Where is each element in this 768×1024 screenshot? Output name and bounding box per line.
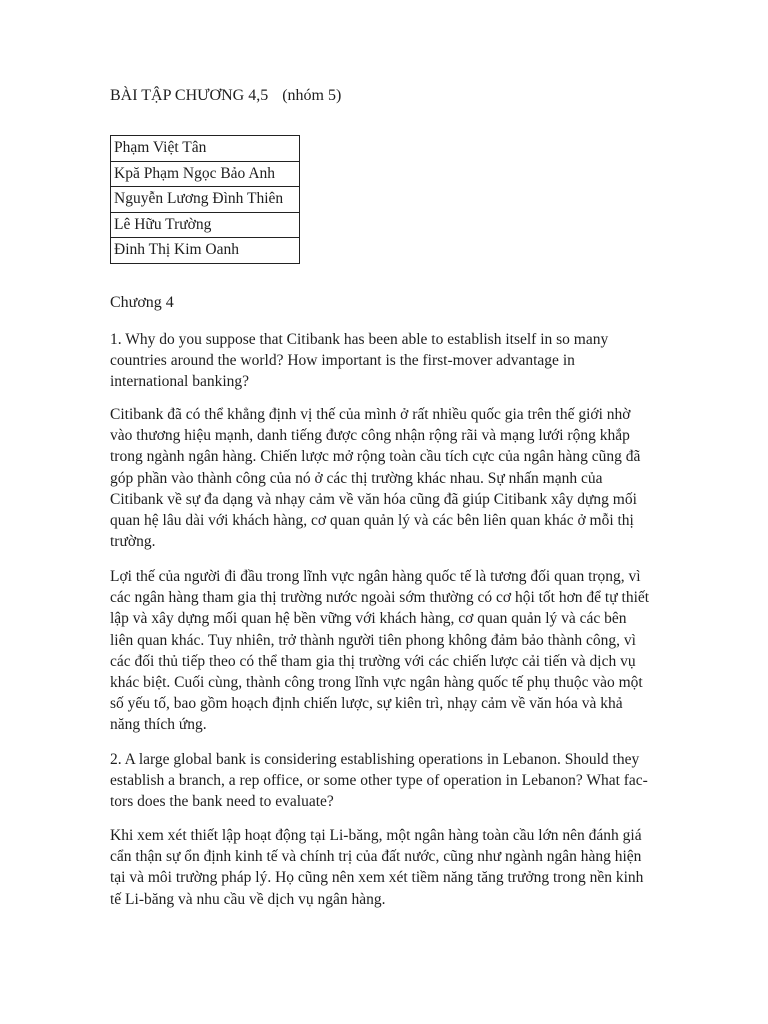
table-row xyxy=(111,238,300,264)
question-2 xyxy=(110,749,690,813)
table-row xyxy=(111,136,300,162)
chapter-heading: Chương 4 xyxy=(110,294,174,311)
text-line: tors does the bank need to evaluate? xyxy=(110,793,334,811)
text-line: trong ngành ngân hàng. Chiến lược mở rộng toàn cầu tích cực của ngân hàng cũng đã xyxy=(110,448,641,466)
answer-2 xyxy=(110,825,690,910)
text-line: Citibank đã có thể khẳng định vị thế của mình ở rất nhiều quốc gia trên thế giới nhờ xyxy=(110,406,631,423)
member-name: Nguyễn Lương Đình Thiên xyxy=(111,187,300,213)
text-line: Lợi thế của người đi đầu trong lĩnh vực ngân hàng quốc tế là tương đối quan trọng, vì xyxy=(110,568,641,585)
document-title xyxy=(110,87,341,105)
answer-1-paragraph-2 xyxy=(110,566,690,736)
text-line: các đối thủ tiếp theo có thể tham gia thị trường với các chiến lược cải tiến và dịch vụ xyxy=(110,652,636,670)
member-name: Phạm Việt Tân xyxy=(111,136,300,162)
member-name: Đinh Thị Kim Oanh xyxy=(111,238,300,264)
text-line: vào thương hiệu mạnh, danh tiếng được công nhận rộng rãi và mạng lưới rộng khắp xyxy=(110,427,630,445)
text-line: trường. xyxy=(110,533,156,551)
text-line: cẩn thận sự ổn định kinh tế và chính trị của đất nước, cũng như ngành ngân hàng hiện xyxy=(110,848,642,866)
table-row xyxy=(111,212,300,238)
text-line: Citibank về sự đa dạng và nhạy cảm về văn hóa cũng đã giúp Citibank xây dựng mối xyxy=(110,490,637,508)
title-text: BÀI TẬP CHƯƠNG 4,5 xyxy=(110,87,269,104)
group-label: (nhóm 5) xyxy=(282,87,342,104)
text-line: góp phần vào thành công của nó ở các thị trường khác nhau. Sự nhấn mạnh của xyxy=(110,469,603,487)
table-row xyxy=(111,187,300,213)
text-line: lập và xây dựng mối quan hệ bền vững với khách hàng, cơ quan quản lý và các bên xyxy=(110,610,627,628)
text-line: tại và môi trường pháp lý. Họ cũng nên xem xét tiềm năng tăng trưởng trong nền kinh xyxy=(110,869,644,887)
text-line: liên quan khác. Tuy nhiên, trở thành người tiên phong không đảm bảo thành công, vì xyxy=(110,631,636,649)
text-line: khác biệt. Cuối cùng, thành công trong lĩnh vực ngân hàng quốc tế phụ thuộc vào một xyxy=(110,674,643,692)
text-line: Khi xem xét thiết lập hoạt động tại Li-băng, một ngân hàng toàn cầu lớn nên đánh giá xyxy=(110,827,642,844)
text-line: tế Li-băng và nhu cầu về dịch vụ ngân hàng. xyxy=(110,890,386,908)
text-line: quan hệ lâu dài với khách hàng, cơ quan quản lý và các bên liên quan khác ở mỗi thị xyxy=(110,512,634,530)
text-line: establish a branch, a rep office, or some other type of operation in Lebanon? What fac- xyxy=(110,772,648,790)
text-line: số yếu tố, bao gồm hoạch định chiến lược, sự kiên trì, nhạy cảm về văn hóa và khả xyxy=(110,695,623,713)
answer-1-paragraph-1 xyxy=(110,404,690,552)
text-line: 2. A large global bank is considering establishing operations in Lebanon. Should they xyxy=(110,751,640,768)
text-line: năng thích ứng. xyxy=(110,716,207,734)
question-1 xyxy=(110,329,690,393)
text-line: các ngân hàng tham gia thị trường nước ngoài sớm thường có cơ hội tốt hơn để tự thiết xyxy=(110,589,650,607)
member-name: Lê Hữu Trường xyxy=(111,212,300,238)
members-table xyxy=(110,135,300,264)
text-line: 1. Why do you suppose that Citibank has been able to establish itself in so many xyxy=(110,331,609,348)
text-line: international banking? xyxy=(110,373,250,391)
table-row xyxy=(111,161,300,187)
text-line: countries around the world? How important is the first-mover advantage in xyxy=(110,352,575,370)
member-name: Kpă Phạm Ngọc Bảo Anh xyxy=(111,161,300,187)
